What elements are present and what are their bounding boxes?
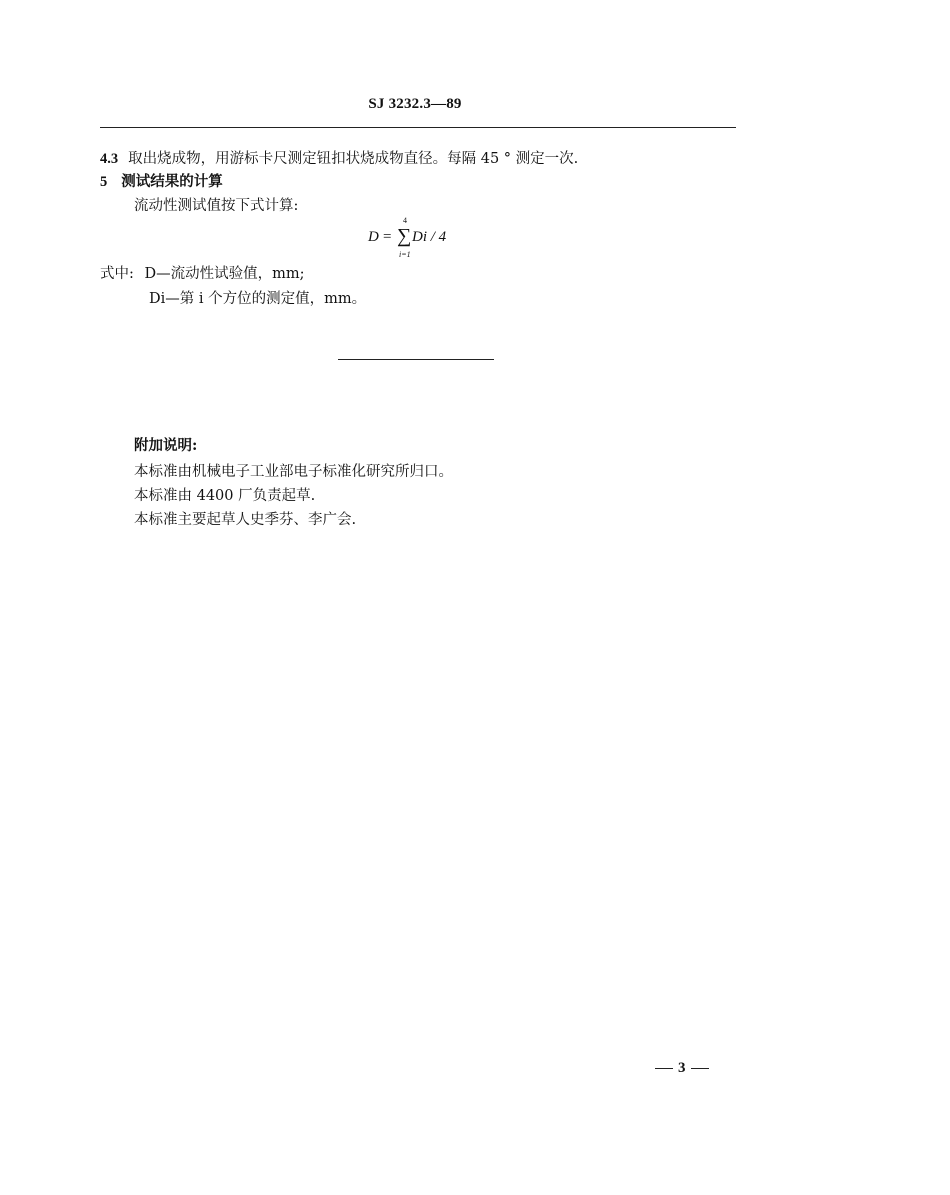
formula-equals: = xyxy=(383,229,392,245)
appendix-line-2: 本标准由 4400 厂负责起草. xyxy=(134,488,316,504)
appendix-line-3: 本标准主要起草人史季芬、李广会. xyxy=(134,512,357,528)
appendix-line-1: 本标准由机械电子工业部电子标准化研究所归口。 xyxy=(134,464,453,480)
where-item-d: D—流动性试验值，mm; xyxy=(144,266,305,282)
section-4-3 xyxy=(100,150,578,168)
where-clause xyxy=(100,265,305,283)
page-number-left-dash xyxy=(655,1068,673,1069)
end-of-text-rule xyxy=(338,359,494,360)
page-number-value: 3 xyxy=(678,1060,686,1076)
formula-sum-upper-limit: 4 xyxy=(403,216,407,225)
where-item-di: Di—第 i 个方位的测定值，mm。 xyxy=(149,291,367,307)
formula-sum-lower-limit: i=1 xyxy=(399,250,411,259)
document-code: SJ 3232.3—89 xyxy=(368,96,462,112)
formula-intro: 流动性测试值按下式计算: xyxy=(134,198,299,214)
section-4-3-number: 4.3 xyxy=(100,151,119,167)
header-divider xyxy=(100,127,736,128)
appendix-title: 附加说明: xyxy=(134,437,198,454)
section-5-title: 测试结果的计算 xyxy=(121,173,223,190)
section-5-number: 5 xyxy=(100,174,108,190)
formula-sum-symbol: ∑ xyxy=(397,225,412,247)
flowability-formula xyxy=(368,216,488,263)
formula-lhs: D xyxy=(368,229,379,245)
where-prefix: 式中: xyxy=(100,266,134,282)
section-4-3-text: 取出烧成物，用游标卡尺测定钮扣状烧成物直径。每隔 45 ° 测定一次. xyxy=(128,151,579,167)
page-number-right-dash xyxy=(691,1068,709,1069)
formula-rhs: Di / 4 xyxy=(412,229,447,245)
page-number xyxy=(650,1060,714,1077)
section-5-heading xyxy=(100,173,223,191)
